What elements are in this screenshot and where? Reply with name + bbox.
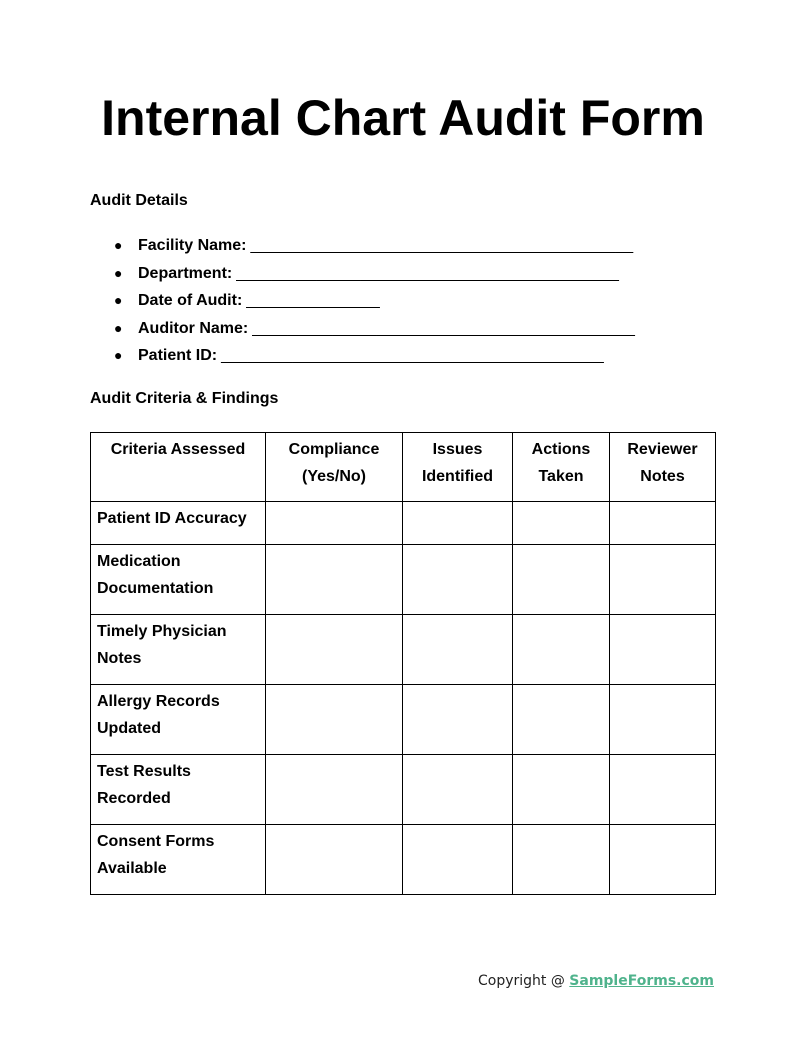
criteria-cell: Allergy Records Updated <box>91 685 266 755</box>
table-row <box>91 685 716 755</box>
issues-cell[interactable] <box>403 755 513 825</box>
issues-cell[interactable] <box>403 502 513 545</box>
reviewer-notes-cell[interactable] <box>610 545 716 615</box>
facility-name-label: Facility Name: <box>138 237 247 254</box>
compliance-cell[interactable] <box>266 825 403 895</box>
list-item <box>114 315 635 343</box>
criteria-cell: Patient ID Accuracy <box>91 502 266 545</box>
issues-cell[interactable] <box>403 825 513 895</box>
date-of-audit-label: Date of Audit: <box>138 292 243 309</box>
auditor-name-label: Auditor Name: <box>138 319 249 337</box>
actions-cell[interactable] <box>513 545 610 615</box>
column-header-compliance: Compliance (Yes/No) <box>266 433 403 502</box>
compliance-cell[interactable] <box>266 685 403 755</box>
list-item <box>114 287 635 315</box>
actions-cell[interactable] <box>513 615 610 685</box>
audit-details-heading: Audit Details <box>90 192 188 209</box>
facility-name-field[interactable]: ___________________________________________ <box>250 237 634 254</box>
actions-cell[interactable] <box>513 825 610 895</box>
criteria-cell: Test Results Recorded <box>91 755 266 825</box>
patient-id-field[interactable]: ___________________________________________ <box>221 347 604 364</box>
issues-cell[interactable] <box>403 545 513 615</box>
reviewer-notes-cell[interactable] <box>610 685 716 755</box>
reviewer-notes-cell[interactable] <box>610 755 716 825</box>
auditor-name-field[interactable]: ___________________________________________ <box>252 319 635 337</box>
compliance-cell[interactable] <box>266 755 403 825</box>
list-item <box>114 342 635 370</box>
date-of-audit-field[interactable]: _______________ <box>246 292 380 309</box>
list-item <box>114 232 635 260</box>
reviewer-notes-cell[interactable] <box>610 825 716 895</box>
criteria-cell: Timely Physician Notes <box>91 615 266 685</box>
table-row <box>91 615 716 685</box>
column-header-actions: Actions Taken <box>513 433 610 502</box>
compliance-cell[interactable] <box>266 502 403 545</box>
list-item <box>114 260 635 288</box>
sampleforms-link[interactable]: SampleForms.com <box>569 973 714 989</box>
bullet-icon: ● <box>114 292 123 308</box>
issues-cell[interactable] <box>403 615 513 685</box>
table-row <box>91 755 716 825</box>
copyright-footer <box>478 970 714 992</box>
table-row <box>91 502 716 545</box>
column-header-criteria: Criteria Assessed <box>91 433 266 502</box>
department-field[interactable]: ___________________________________________ <box>236 264 619 282</box>
audit-criteria-table <box>90 432 716 895</box>
column-header-issues: Issues Identified <box>403 433 513 502</box>
issues-cell[interactable] <box>403 685 513 755</box>
audit-criteria-heading: Audit Criteria & Findings <box>90 390 279 407</box>
bullet-icon: ● <box>114 237 123 253</box>
table-row <box>91 545 716 615</box>
bullet-icon: ● <box>114 319 123 336</box>
column-header-reviewer-notes: Reviewer Notes <box>610 433 716 502</box>
compliance-cell[interactable] <box>266 545 403 615</box>
compliance-cell[interactable] <box>266 615 403 685</box>
copyright-text: Copyright @ <box>477 973 570 989</box>
bullet-icon: ● <box>114 347 123 363</box>
criteria-cell: Consent Forms Available <box>91 825 266 895</box>
department-label: Department: <box>138 264 233 282</box>
actions-cell[interactable] <box>513 685 610 755</box>
actions-cell[interactable] <box>513 502 610 545</box>
table-header-row <box>91 433 716 502</box>
reviewer-notes-cell[interactable] <box>610 502 716 545</box>
table-row <box>91 825 716 895</box>
reviewer-notes-cell[interactable] <box>610 615 716 685</box>
actions-cell[interactable] <box>513 755 610 825</box>
audit-details-list <box>114 232 635 370</box>
bullet-icon: ● <box>114 264 123 281</box>
patient-id-label: Patient ID: <box>138 347 218 364</box>
criteria-cell: Medication Documentation <box>91 545 266 615</box>
page-title: Internal Chart Audit Form <box>101 90 705 146</box>
